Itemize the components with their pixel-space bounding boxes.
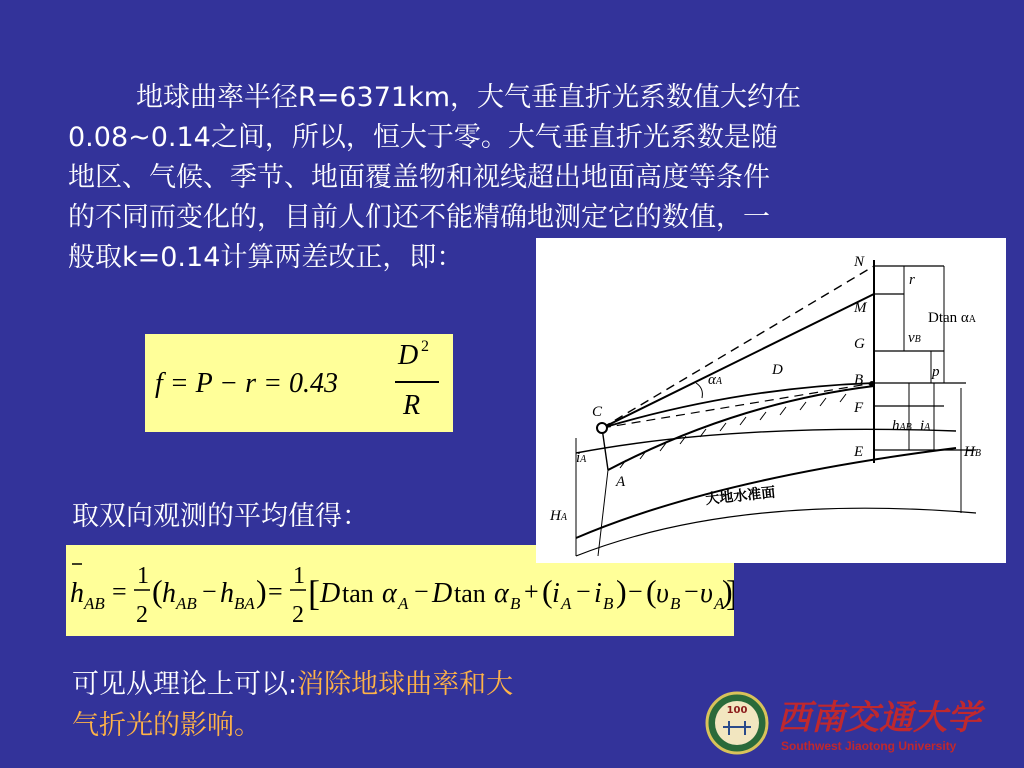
formula1-denominator: R: [403, 390, 421, 421]
label-E: E: [854, 444, 864, 460]
label-F: F: [854, 400, 864, 416]
formula1-fraction-bar: [395, 381, 439, 383]
label-vB: vB: [908, 330, 921, 346]
svg-text:tan: tan: [342, 579, 374, 608]
label-B: B: [854, 372, 864, 388]
intro-line-3: 地区、气候、季节、地面覆盖物和视线超出地面高度等条件: [68, 162, 770, 193]
svg-text:i: i: [552, 578, 560, 609]
label-iA: iA: [920, 418, 931, 434]
svg-text:A: A: [714, 594, 725, 613]
intro-line-5: 般取k=0.14计算两差改正，即：: [68, 242, 464, 273]
label-dtan: Dtan αA: [928, 310, 977, 326]
svg-text:−: −: [684, 577, 699, 606]
svg-text:B: B: [670, 594, 681, 613]
conclusion-highlight-1: 消除地球曲率和大: [297, 669, 514, 700]
svg-text:α: α: [382, 578, 397, 609]
svg-text:D: D: [320, 578, 341, 609]
svg-text:(: (: [152, 573, 163, 609]
svg-text:]: [726, 573, 734, 613]
svg-text:A: A: [398, 594, 409, 613]
svg-text:−: −: [576, 577, 591, 606]
label-D: D: [772, 362, 783, 378]
university-name-en: Southwest Jiaotong University: [781, 739, 957, 753]
svg-text:1: 1: [137, 563, 149, 589]
svg-text:=: =: [112, 577, 127, 606]
label-geoid: 大地水准面: [704, 484, 777, 508]
svg-text:[: [: [308, 573, 320, 613]
label-alphaA: αA: [708, 372, 722, 388]
university-name-cn: 西南交通大学: [777, 698, 981, 738]
svg-text:1: 1: [293, 563, 305, 589]
svg-text:D: D: [432, 578, 453, 609]
svg-text:A: A: [561, 594, 572, 613]
conclusion-line-1: [72, 662, 513, 701]
svg-text:υ: υ: [700, 578, 713, 609]
svg-text:−: −: [414, 577, 429, 606]
svg-text:(: (: [646, 573, 657, 609]
svg-text:(: (: [542, 573, 553, 609]
svg-text:−: −: [628, 577, 643, 606]
svg-text:AB: AB: [176, 594, 197, 613]
university-emblem-icon: [703, 683, 1003, 763]
label-M: M: [854, 300, 867, 316]
label-iA-left: iA: [576, 450, 587, 466]
svg-text:B: B: [603, 594, 614, 613]
svg-text:): ): [722, 573, 733, 609]
label-HB: HB: [964, 444, 981, 460]
label-G: G: [854, 336, 865, 352]
svg-text:+: +: [524, 577, 539, 606]
svg-text:AB: AB: [84, 594, 105, 613]
svg-text:2: 2: [136, 602, 148, 628]
svg-text:h: h: [162, 578, 176, 609]
svg-text:2: 2: [292, 602, 304, 628]
svg-text:=: =: [268, 577, 283, 606]
svg-text:−: −: [202, 577, 217, 606]
intro-line-4: 的不同而变化的，目前人们还不能精确地测定它的数值，一: [68, 202, 770, 233]
svg-text:h: h: [220, 578, 234, 609]
refraction-curvature-diagram: [536, 238, 1006, 563]
diagram-svg: [536, 238, 1006, 563]
emblem-number: 100: [726, 705, 748, 716]
conclusion-highlight-2: 气折光的影响。: [72, 710, 261, 741]
label-A: A: [616, 474, 626, 490]
label-N: N: [854, 254, 865, 270]
conclusion-prefix: 可见从理论上可以:: [72, 669, 298, 700]
label-HA: HA: [550, 508, 567, 524]
svg-text:B: B: [510, 594, 521, 613]
svg-text:): ): [256, 573, 267, 609]
label-C: C: [592, 404, 603, 420]
svg-text:): ): [616, 573, 627, 609]
label-p: p: [932, 364, 940, 380]
svg-text:tan: tan: [454, 579, 486, 608]
svg-text:h: h: [70, 578, 84, 609]
formula1-lhs: f = P − r = 0.43: [155, 368, 338, 399]
formula-box-correction: [145, 334, 453, 432]
label-hAB: hAB: [892, 418, 912, 434]
intro-line-1: 地球曲率半径R=6371km，大气垂直折光系数值大约在: [136, 82, 802, 113]
average-caption: 取双向观测的平均值得：: [72, 501, 369, 532]
svg-text:BA: BA: [234, 594, 255, 613]
formula1-exponent: 2: [421, 338, 429, 355]
svg-text:υ: υ: [656, 578, 669, 609]
university-logo: [703, 683, 1003, 763]
svg-text:i: i: [594, 578, 602, 609]
intro-line-2: 0.08~0.14之间，所以，恒大于零。大气垂直折光系数是随: [68, 122, 778, 153]
svg-text:α: α: [494, 578, 509, 609]
formula1-numerator: D: [398, 340, 419, 371]
label-r: r: [909, 272, 915, 288]
